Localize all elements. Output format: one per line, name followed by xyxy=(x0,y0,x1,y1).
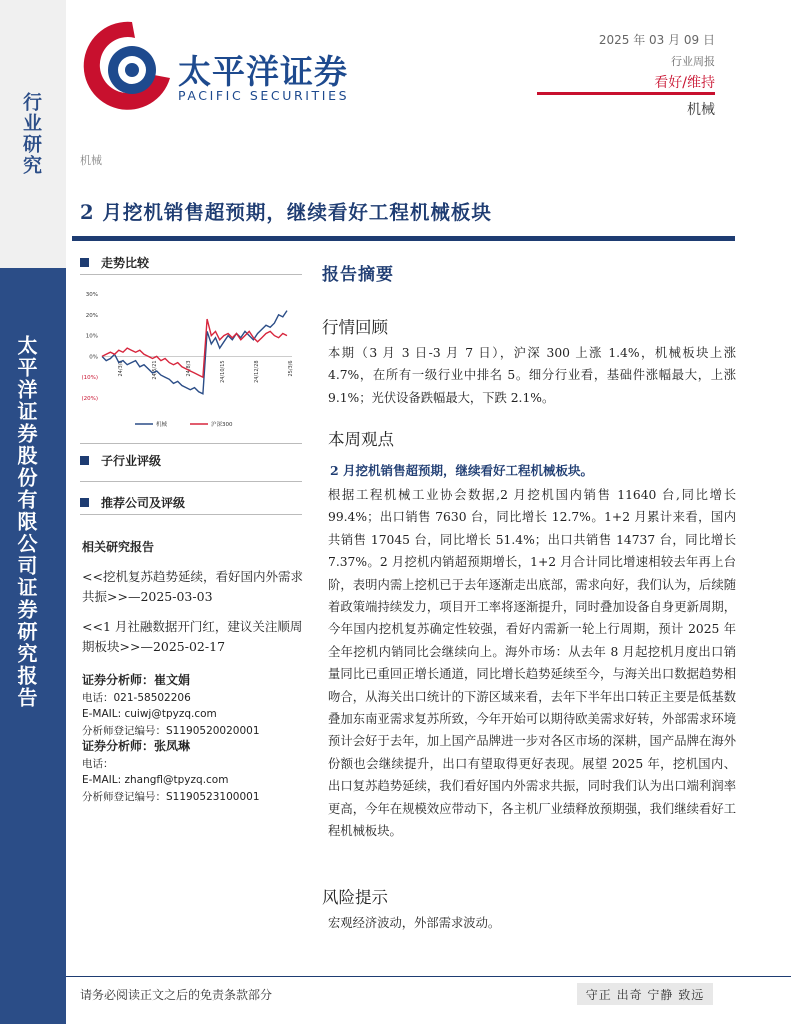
market-review-text: 本期（3 月 3 日-3 月 7 日），沪深 300 上涨 1.4%，机械板块上涨 4.7%，在所有一级行业中排名 5。细分行业看，基础件涨幅最大，上涨 9.1%；光伏设备跌幅最大，下跌 2.1%。 xyxy=(328,346,736,405)
x-tick-label: 24/3/8 xyxy=(118,360,124,377)
y-tick-label: (20%) xyxy=(81,396,98,402)
analyst-reg: 分析师登记编号：S1190523100001 xyxy=(82,790,260,803)
header-divider xyxy=(537,92,715,95)
section-divider xyxy=(80,481,302,482)
bullet-square-icon xyxy=(80,258,89,267)
analyst-email[interactable]: E-MAIL: zhangfl@tpyzq.com xyxy=(82,774,229,786)
analyst-card xyxy=(82,738,312,805)
sub-industry-section-label: 子行业评级 xyxy=(80,452,161,469)
view-text: 根据工程机械工业协会数据,2 月挖机国内销售 11640 台,同比增长 99.4%；出口销售 7630 台，同比增长 12.7%。1+2 月累计来看，国内共销售 17045 台，同比增长 51.4%；出口共销售 14737 台，同比增长 7.37%。2 月挖机内销超预期增长，1+2 月合计同比增速相较去年再上台阶，表明内需上挖机已于去年逐渐走出底部，需求向好，我们认为，后续随着政策端持续发力，项目开工率将逐渐提升，同时叠加设备自身更新周期，今年国内挖机复苏确定性较强，看好内需新一轮上行周期，预计 2025 年全年挖机内销同比会继续向上。海外市场：从去年 8 月起挖机月度出口销量同比已重回正增长通道，同比增长趋势延续至今，与海关出口数据趋势相吻合，从海关出口统计的下游区域来看，去年下半年出口转正主要是低基数叠加东南亚需求复苏所致，今年开始可以期待欧美需求好转，外部需求环境预计会好于去年，加上国产品牌进一步对各区市场的深耕，国产品牌在海外份额也会继续提升，出口有望取得更好表现。展望 2025 年，挖机国内、出口复苏趋势延续，我们看好国内外需求共振，同时我们认为出口端利润率更高，今年在规模效应带动下，各主机厂业绩释放预期强，我们继续看好工程机械板块。 xyxy=(328,488,736,839)
market-review-heading: 行情回顾 xyxy=(322,318,388,337)
legend-label: 沪深300 xyxy=(211,422,233,428)
risk-heading: 风险提示 xyxy=(322,888,388,907)
section-divider xyxy=(80,274,302,275)
trend-chart xyxy=(80,286,302,436)
analyst-name: 崔文娟 xyxy=(154,673,191,687)
small-category: 机械 xyxy=(80,154,102,167)
risk-text: 宏观经济波动，外部需求波动。 xyxy=(328,916,501,930)
analyst-name: 张凤琳 xyxy=(154,739,191,753)
brand-name-cn: 太平洋证券 xyxy=(178,52,348,91)
recommend-section-label: 推荐公司及评级 xyxy=(80,494,185,511)
industry-name: 机械 xyxy=(687,102,715,118)
sidebar-bottom xyxy=(0,268,66,1024)
summary-title: 报告摘要 xyxy=(322,265,394,285)
related-report-link[interactable]: <<1 月社融数据开门红，建议关注顺周期板块>>—2025-02-17 xyxy=(82,619,303,654)
company-logo-icon xyxy=(80,18,175,113)
bullet-square-icon xyxy=(80,456,89,465)
x-tick-label: 24/5/21 xyxy=(152,360,158,380)
y-tick-label: 20% xyxy=(85,312,98,319)
analyst-title: 证券分析师： xyxy=(82,739,155,753)
footer-motto: 守正 出奇 宁静 致远 xyxy=(577,983,713,1005)
section-divider xyxy=(80,514,302,515)
footer-disclaimer[interactable]: 请务必阅读正文之后的免责条款部分 xyxy=(80,988,273,1002)
analyst-title: 证券分析师： xyxy=(82,673,155,687)
bullet-square-icon xyxy=(80,498,89,507)
report-type: 行业周报 xyxy=(671,55,715,68)
analyst-phone: 电话： xyxy=(82,757,114,770)
section-divider xyxy=(80,443,302,444)
x-tick-label: 25/3/6 xyxy=(288,360,294,377)
sidebar-top xyxy=(0,0,66,268)
y-tick-label: (10%) xyxy=(81,375,98,382)
report-date: 2025 年 03 月 09 日 xyxy=(598,33,715,47)
view-highlight: 2 月挖机销售超预期，继续看好工程机械板块。 xyxy=(330,463,594,478)
x-tick-label: 24/8/3 xyxy=(186,360,192,377)
related-reports-title: 相关研究报告 xyxy=(82,540,155,554)
page-title: 2 月挖机销售超预期，继续看好工程机械板块 xyxy=(80,201,492,224)
footer-divider xyxy=(66,976,791,977)
y-tick-label: 0% xyxy=(89,354,98,361)
analyst-reg: 分析师登记编号：S1190520020001 xyxy=(82,724,260,737)
x-tick-label: 24/12/28 xyxy=(254,360,260,383)
trend-section-label: 走势比较 xyxy=(80,254,149,271)
view-heading: 本周观点 xyxy=(328,430,394,449)
y-tick-label: 30% xyxy=(85,292,98,298)
title-divider xyxy=(72,236,735,241)
related-report-link[interactable]: <<挖机复苏趋势延续，看好国内外需求共振>>—2025-03-03 xyxy=(82,569,303,604)
brand-name-en: PACIFIC SECURITIES xyxy=(178,88,350,103)
sidebar-category: 行业研究 xyxy=(20,92,42,176)
analyst-phone: 电话：021-58502206 xyxy=(82,691,191,704)
x-tick-label: 24/10/15 xyxy=(220,360,226,383)
sidebar-company: 太平洋证券股份有限公司证券研究报告 xyxy=(14,335,38,709)
y-tick-label: 10% xyxy=(85,333,98,340)
industry-rating: 看好/维持 xyxy=(654,75,715,91)
analyst-email[interactable]: E-MAIL: cuiwj@tpyzq.com xyxy=(82,708,217,720)
legend-label: 机械 xyxy=(156,422,168,428)
analyst-card xyxy=(82,672,312,739)
